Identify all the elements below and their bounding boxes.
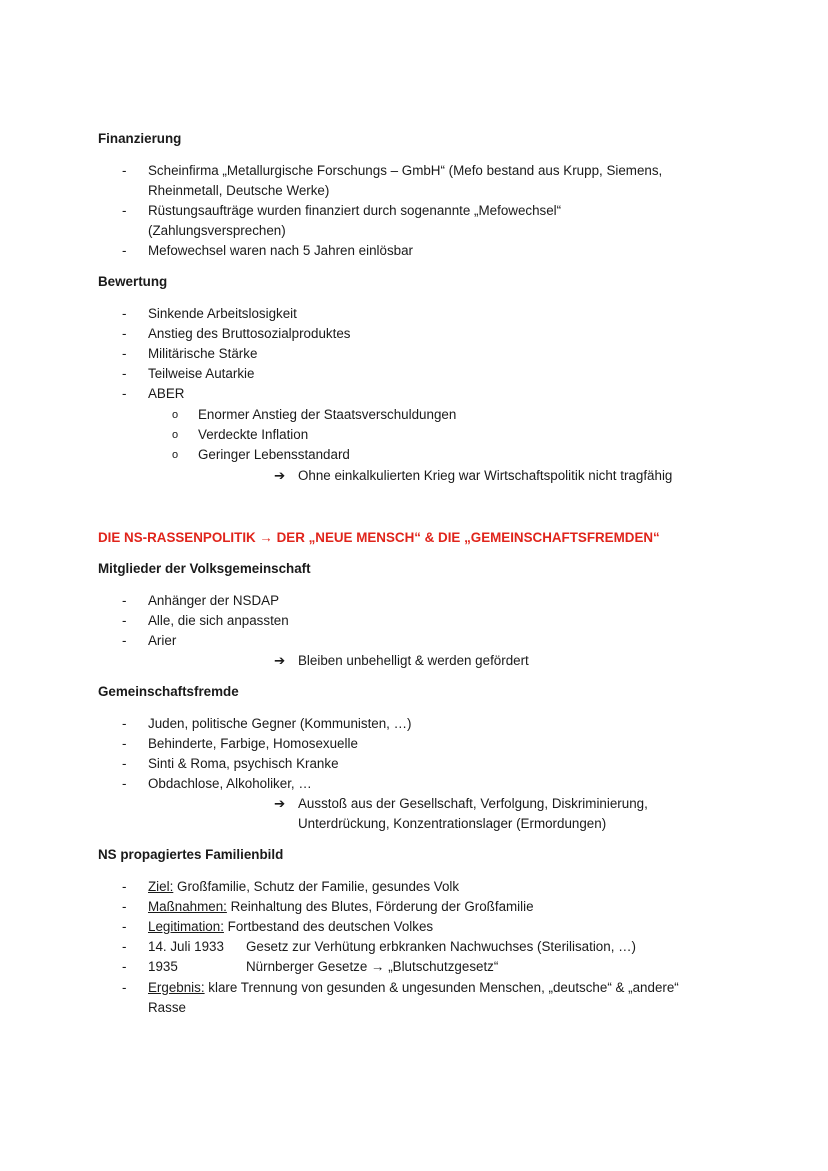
list-item [0, 938, 828, 956]
list-item-text [148, 979, 679, 997]
list-item-text: Rüstungsaufträge wurden finanziert durch sogenannte „Mefowechsel“ [148, 203, 562, 218]
text-blutschutzgesetz: „Blutschutzgesetz“ [388, 959, 499, 974]
sub-list-item-text: Geringer Lebensstandard [198, 447, 350, 462]
heading-mitglieder: Mitglieder der Volksgemeinschaft [98, 561, 311, 576]
bullet-dash: - [122, 736, 127, 751]
list-item [0, 735, 828, 753]
conclusion-line [0, 795, 828, 813]
bullet-dash: - [122, 899, 127, 914]
conclusion-text: Bleiben unbehelligt & werden gefördert [298, 653, 529, 668]
sub-list-item-text: Verdeckte Inflation [198, 427, 309, 442]
bullet-dash: - [122, 306, 127, 321]
bullet-dash: - [122, 980, 127, 995]
list-item [0, 365, 828, 383]
list-item [0, 202, 828, 220]
bullet-dash: - [122, 593, 127, 608]
bullet-circle-icon: o [172, 449, 179, 461]
bullet-dash: - [122, 756, 127, 771]
arrow-right-icon: ➔ [274, 653, 286, 668]
bullet-dash: - [122, 386, 127, 401]
sub-list-item-text: Enormer Anstieg der Staatsverschuldungen [198, 407, 457, 422]
conclusion-line [0, 652, 828, 670]
label-ziel: Ziel: [148, 879, 174, 894]
conclusion-line [0, 467, 828, 485]
list-item [0, 878, 828, 896]
list-item-text: Alle, die sich anpassten [148, 613, 289, 628]
bullet-dash: - [122, 326, 127, 341]
label-ergebnis: Ergebnis: [148, 980, 205, 995]
list-item-text: Sinti & Roma, psychisch Kranke [148, 756, 339, 771]
list-item [0, 592, 828, 610]
list-item [0, 325, 828, 343]
conclusion-continuation [0, 815, 828, 833]
heading-familienbild: NS propagiertes Familienbild [98, 847, 284, 862]
bullet-dash: - [122, 716, 127, 731]
list-item-text: Rasse [148, 1000, 186, 1015]
sub-list-item [0, 426, 828, 444]
heading-gemeinschaftsfremde: Gemeinschaftsfremde [98, 684, 239, 699]
list-item-text: Arier [148, 633, 177, 648]
list-item-text [148, 918, 433, 936]
list-item [0, 162, 828, 180]
date-label: 14. Juli 1933 [148, 939, 224, 954]
arrow-right-icon: → [259, 530, 273, 545]
list-item-text: Anstieg des Bruttosozialproduktes [148, 326, 351, 341]
arrow-right-icon: → [371, 959, 385, 974]
sub-list-item [0, 406, 828, 424]
label-legitimation: Legitimation: [148, 919, 224, 934]
bullet-dash: - [122, 879, 127, 894]
list-item [0, 305, 828, 323]
section-title-part1: DIE NS-RASSENPOLITIK [98, 530, 256, 545]
bullet-dash: - [122, 613, 127, 628]
list-item [0, 958, 828, 976]
sub-list-item [0, 446, 828, 464]
list-item-text: Obdachlose, Alkoholiker, … [148, 776, 312, 791]
bullet-dash: - [122, 163, 127, 178]
list-item [0, 632, 828, 650]
date-text: Gesetz zur Verhütung erbkranken Nachwuchses (Sterilisation, …) [246, 939, 636, 954]
bullet-dash: - [122, 959, 127, 974]
text-legitimation: Fortbestand des deutschen Volkes [223, 919, 434, 934]
bullet-dash: - [122, 243, 127, 258]
list-item-continuation [0, 999, 828, 1017]
arrow-right-icon: ➔ [274, 468, 286, 483]
list-item [0, 385, 828, 403]
bullet-dash: - [122, 366, 127, 381]
bullet-circle-icon: o [172, 429, 179, 441]
conclusion-text: Ohne einkalkulierten Krieg war Wirtschaftspolitik nicht tragfähig [298, 468, 673, 483]
bullet-circle-icon: o [172, 409, 179, 421]
conclusion-text: Unterdrückung, Konzentrationslager (Ermordungen) [298, 816, 607, 831]
label-massnahmen: Maßnahmen: [148, 899, 227, 914]
list-item [0, 979, 828, 997]
list-item-text: Sinkende Arbeitslosigkeit [148, 306, 297, 321]
list-item [0, 715, 828, 733]
text-massnahmen: Reinhaltung des Blutes, Förderung der Großfamilie [226, 899, 534, 914]
list-item-text: Militärische Stärke [148, 346, 258, 361]
date-label: 1935 [148, 959, 178, 974]
list-item-text: Juden, politische Gegner (Kommunisten, …) [148, 716, 412, 731]
bullet-dash: - [122, 633, 127, 648]
list-item [0, 755, 828, 773]
list-item-text: Behinderte, Farbige, Homosexuelle [148, 736, 358, 751]
heading-bewertung: Bewertung [98, 274, 168, 289]
heading-finanzierung: Finanzierung [98, 131, 182, 146]
list-item-continuation [0, 222, 828, 240]
list-item-text: Anhänger der NSDAP [148, 593, 280, 608]
list-item-text: (Zahlungsversprechen) [148, 223, 286, 238]
list-item [0, 242, 828, 260]
section-title-part2: DER „NEUE MENSCH“ & DIE „GEMEINSCHAFTSFREMDEN“ [276, 530, 660, 545]
bullet-dash: - [122, 346, 127, 361]
list-item-text: Scheinfirma „Metallurgische Forschungs – GmbH“ (Mefo bestand aus Krupp, Siemens, [148, 163, 663, 178]
list-item [0, 345, 828, 363]
list-item-text: ABER [148, 386, 185, 401]
date-text [246, 958, 498, 976]
list-item [0, 775, 828, 793]
list-item [0, 918, 828, 936]
arrow-right-icon: ➔ [274, 796, 286, 811]
bullet-dash: - [122, 939, 127, 954]
text-ziel: Großfamilie, Schutz der Familie, gesundes Volk [173, 879, 460, 894]
list-item [0, 612, 828, 630]
bullet-dash: - [122, 203, 127, 218]
bullet-dash: - [122, 776, 127, 791]
list-item-text [148, 878, 459, 896]
list-item-text: Teilweise Autarkie [148, 366, 255, 381]
section-title [98, 530, 660, 545]
text-ergebnis: klare Trennung von gesunden & ungesunden Menschen, „deutsche“ & „andere“ [204, 980, 679, 995]
list-item-text: Rheinmetall, Deutsche Werke) [148, 183, 330, 198]
text-nuernberger: Nürnberger Gesetze [246, 959, 368, 974]
bullet-dash: - [122, 919, 127, 934]
list-item-text [148, 898, 534, 916]
list-item [0, 898, 828, 916]
conclusion-text: Ausstoß aus der Gesellschaft, Verfolgung, Diskriminierung, [298, 796, 648, 811]
list-item-continuation [0, 182, 828, 200]
list-item-text: Mefowechsel waren nach 5 Jahren einlösbar [148, 243, 413, 258]
